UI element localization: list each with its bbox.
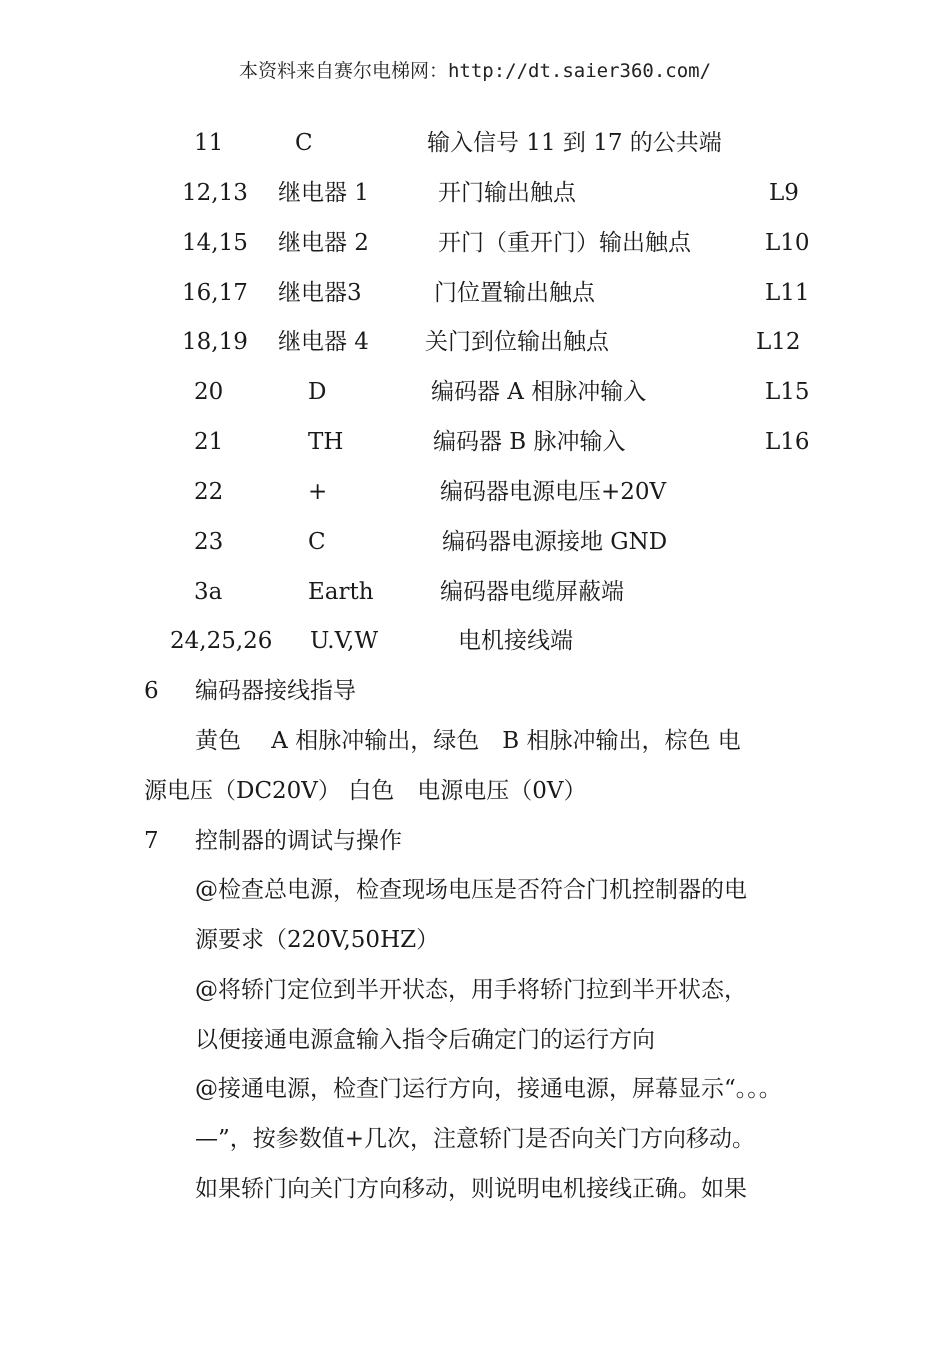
terminal-code: 18,19 — [182, 329, 248, 355]
section-number: 6 — [144, 678, 159, 704]
section-title: 控制器的调试与操作 — [195, 828, 402, 854]
section-title: 编码器接线指导 — [195, 678, 356, 704]
terminal-desc: 开门输出触点 — [438, 180, 576, 206]
terminal-code: 22 — [194, 479, 224, 505]
paragraph-line: @将轿门定位到半开状态，用手将轿门拉到半开状态， — [195, 977, 747, 1003]
terminal-code: 14,15 — [182, 230, 248, 256]
terminal-lamp: L11 — [765, 280, 810, 306]
terminal-code: 11 — [194, 130, 224, 156]
terminal-code: 3a — [194, 579, 223, 605]
paragraph-line: 以便接通电源盒输入指令后确定门的运行方向 — [195, 1027, 655, 1053]
terminal-desc: 编码器电源接地 GND — [442, 529, 668, 555]
terminal-desc: 输入信号 11 到 17 的公共端 — [427, 130, 722, 156]
section-number: 7 — [144, 828, 159, 854]
terminal-lamp: L9 — [769, 180, 799, 206]
terminal-desc: 编码器 A 相脉冲输入 — [431, 379, 647, 405]
terminal-desc: 门位置输出触点 — [434, 280, 595, 306]
terminal-code: 23 — [194, 529, 224, 555]
terminal-lamp: L12 — [756, 329, 801, 355]
terminal-code: 24,25,26 — [170, 628, 273, 654]
terminal-desc: 关门到位输出触点 — [425, 329, 609, 355]
terminal-name: 继电器 4 — [278, 329, 369, 355]
terminal-name: U.V,W — [310, 628, 379, 654]
terminal-name: C — [295, 130, 313, 156]
source-header: 本资料来自赛尔电梯网：http://dt.saier360.com/ — [238, 60, 712, 82]
terminal-name: 继电器 1 — [278, 180, 369, 206]
terminal-code: 12,13 — [182, 180, 248, 206]
terminal-lamp: L10 — [765, 230, 810, 256]
paragraph-line: 黄色 A 相脉冲输出，绿色 B 相脉冲输出，棕色 电 — [195, 728, 741, 754]
terminal-lamp: L16 — [765, 429, 810, 455]
paragraph-line: 源电压（DC20V） 白色 电源电压（0V） — [144, 778, 587, 804]
paragraph-line: @检查总电源，检查现场电压是否符合门机控制器的电 — [195, 877, 747, 903]
terminal-code: 16,17 — [182, 280, 248, 306]
terminal-name: 继电器 2 — [278, 230, 369, 256]
paragraph-line: 如果轿门向关门方向移动，则说明电机接线正确。如果 — [195, 1176, 747, 1202]
terminal-desc: 编码器电源电压+20V — [440, 479, 667, 505]
terminal-name: + — [308, 479, 328, 505]
terminal-name: C — [308, 529, 326, 555]
terminal-desc: 开门（重开门）输出触点 — [438, 230, 691, 256]
paragraph-line: —”，按参数值+几次，注意轿门是否向关门方向移动。 — [195, 1126, 756, 1152]
paragraph-line: @接通电源，检查门运行方向，接通电源，屏幕显示“。。。 — [195, 1076, 782, 1102]
terminal-lamp: L15 — [765, 379, 810, 405]
terminal-code: 20 — [194, 379, 224, 405]
terminal-desc: 编码器 B 脉冲输入 — [433, 429, 626, 455]
terminal-name: 继电器3 — [278, 280, 362, 306]
terminal-name: D — [308, 379, 327, 405]
terminal-name: TH — [308, 429, 344, 455]
terminal-name: Earth — [308, 579, 374, 605]
terminal-code: 21 — [194, 429, 224, 455]
terminal-desc: 编码器电缆屏蔽端 — [440, 579, 624, 605]
terminal-desc: 电机接线端 — [458, 628, 573, 654]
paragraph-line: 源要求（220V,50HZ） — [195, 927, 440, 953]
